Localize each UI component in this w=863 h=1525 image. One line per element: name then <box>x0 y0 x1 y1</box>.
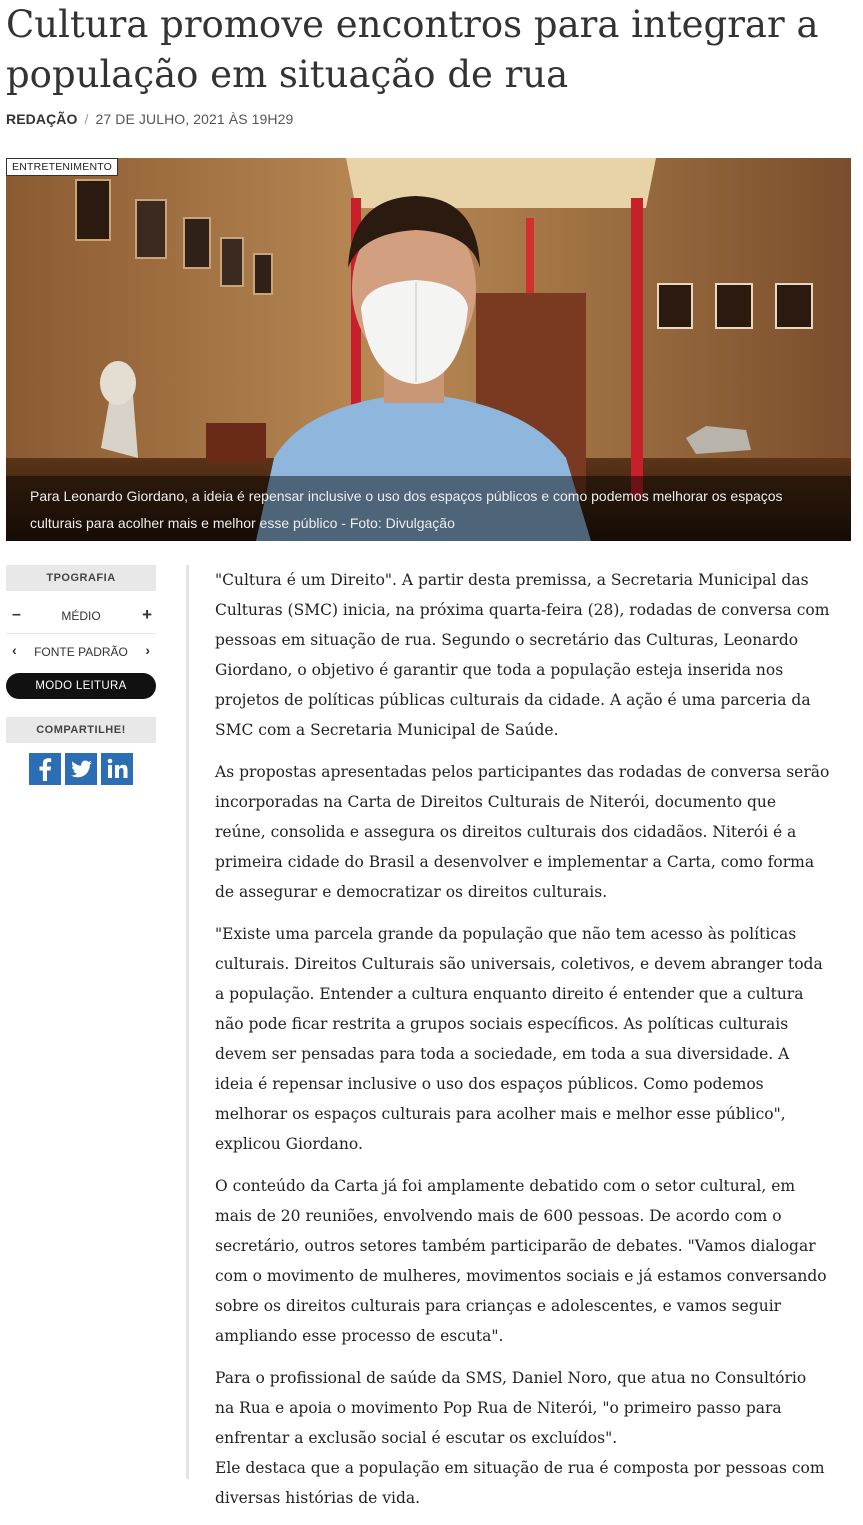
typography-heading: TPOGRAFIA <box>6 565 156 591</box>
article-paragraph: Ele destaca que a população em situação de rua é composta por pessoas com diversas histórias de vida. <box>215 1459 825 1507</box>
category-tag[interactable]: ENTRETENIMENTO <box>6 158 118 176</box>
article-paragraph: "Existe uma parcela grande da população que não tem acesso às políticas culturais. Direitos Culturais são universais, coletivos, e devem abranger toda a população. Entender a cultura enquanto direito é entender que a cultura não pode ficar restrita a grupos sociais específicos. As políticas culturais devem ser pensadas para toda a sociedade, em toda a sua diversidade. A ideia é repensar inclusive o uso dos espaços públicos. Como podemos melhorar os espaços culturais para acolher mais e melhor esse público", explicou Giordano. <box>215 925 823 1153</box>
image-caption: Para Leonardo Giordano, a ideia é repensar inclusive o uso dos espaços públicos e como podemos melhorar os espaços culturais para acolher mais e melhor esse público - Foto: Divulgação <box>6 476 851 541</box>
article-byline <box>6 111 293 127</box>
increase-size-button[interactable]: + <box>142 605 152 624</box>
reading-mode-button[interactable]: MODO LEITURA <box>6 673 156 699</box>
byline-separator: / <box>84 111 89 127</box>
sidebar-divider <box>186 565 189 1479</box>
article-paragraph: Para o profissional de saúde da SMS, Daniel Noro, que atua no Consultório na Rua e apoia o movimento Pop Rua de Niterói, "o primeiro passo para enfrentar a exclusão social é escutar os excluídos". <box>215 1369 807 1447</box>
article-paragraph: O conteúdo da Carta já foi amplamente debatido com o setor cultural, em mais de 20 reuniões, envolvendo mais de 600 pessoas. De acordo com o secretário, outros setores também participarão de debates. "Vamos dialogar com o movimento de mulheres, movimentos sociais e já estamos conversando sobre os direitos culturais para crianças e adolescentes, e vamos seguir ampliando esse processo de escuta". <box>215 1177 827 1345</box>
twitter-icon[interactable] <box>65 753 97 785</box>
share-heading: COMPARTILHE! <box>6 717 156 743</box>
facebook-icon[interactable] <box>29 753 61 785</box>
share-buttons <box>6 753 156 785</box>
publish-date: 27 DE JULHO, 2021 ÀS 19H29 <box>95 111 294 127</box>
font-family-value: FONTE PADRÃO <box>34 645 128 659</box>
linkedin-icon[interactable] <box>101 753 133 785</box>
font-size-control <box>6 599 156 634</box>
reading-tools-sidebar <box>6 565 156 785</box>
font-size-value: MÉDIO <box>61 609 101 623</box>
article-paragraph: As propostas apresentadas pelos participantes das rodadas de conversa serão incorporadas na Carta de Direitos Culturais de Niterói, documento que reúne, consolida e assegura os direitos culturais dos cidadãos. Niterói é a primeira cidade do Brasil a desenvolver e implementar a Carta, como forma de assegurar e democratizar os direitos culturais. <box>215 763 830 901</box>
article-title: Cultura promove encontros para integrar a população em situação de rua <box>6 3 819 96</box>
article-paragraph: "Cultura é um Direito". A partir desta premissa, a Secretaria Municipal das Culturas (SMC) inicia, na próxima quarta-feira (28), rodadas de conversa com pessoas em situação de rua. Segundo o secretário das Culturas, Leonardo Giordano, o objetivo é garantir que toda a população esteja inserida nos projetos de políticas públicas culturais da cidade. A ação é uma parceria da SMC com a Secretaria Municipal de Saúde. <box>215 571 830 739</box>
article-body <box>215 565 830 1525</box>
author-name[interactable]: REDAÇÃO <box>6 111 78 127</box>
chevron-left-icon[interactable]: ‹ <box>12 642 17 658</box>
font-family-control <box>6 634 156 668</box>
decrease-size-button[interactable]: – <box>12 606 21 623</box>
chevron-right-icon[interactable]: › <box>145 642 150 658</box>
